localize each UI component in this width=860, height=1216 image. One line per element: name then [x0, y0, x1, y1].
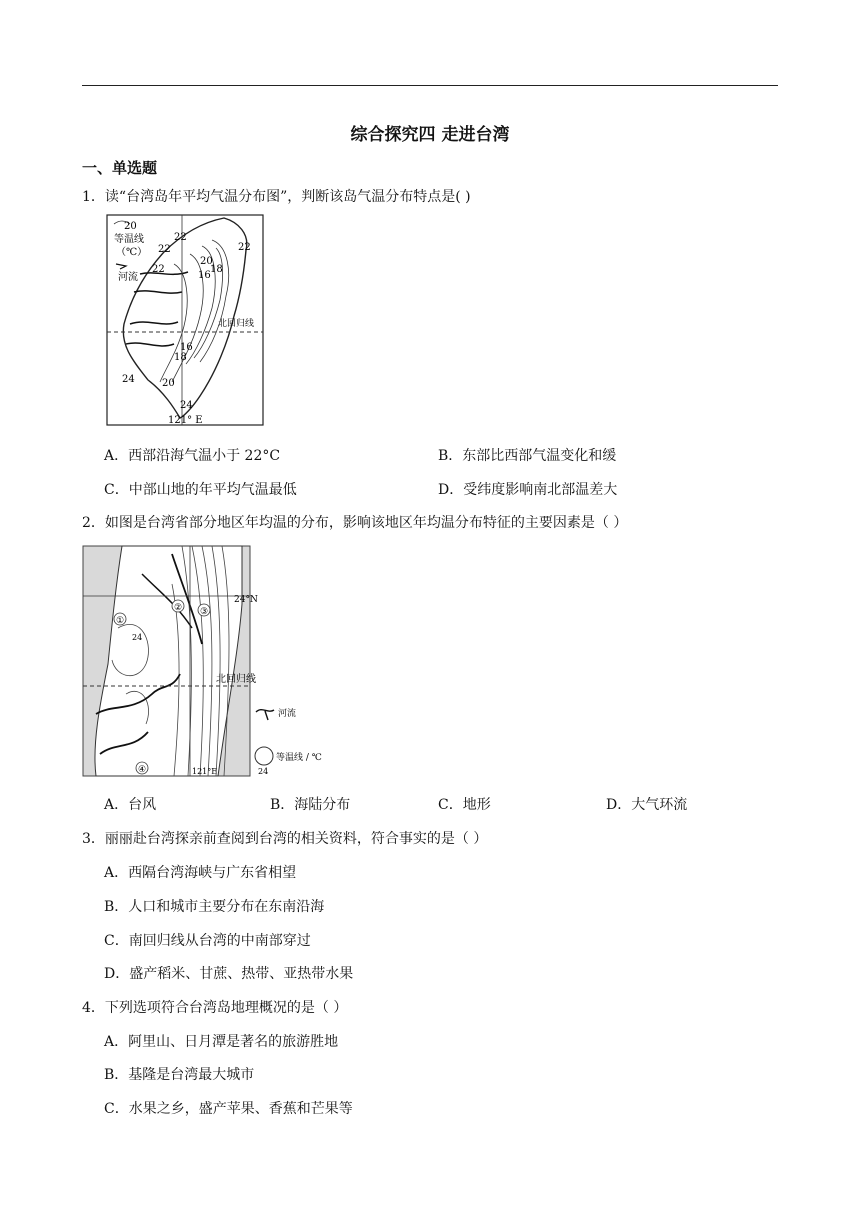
legend-isotherm: 等温线: [114, 234, 144, 245]
map-label: 20: [200, 256, 213, 267]
map-label: 22: [238, 242, 251, 253]
question-3-stem: 3．丽丽赴台湾探亲前查阅到台湾的相关资料，符合事实的是（ ）: [82, 831, 488, 847]
meridian-label: 121°E: [192, 767, 218, 776]
legend-isotherm-value: 20: [124, 221, 137, 232]
question-2-option-b[interactable]: B．海陆分布: [270, 797, 351, 813]
question-4-option-b[interactable]: B．基隆是台湾最大城市: [104, 1067, 255, 1083]
map-label: 22: [174, 232, 187, 243]
question-1-option-b[interactable]: B．东部比西部气温变化和缓: [438, 448, 617, 464]
legend-isotherm: 等温线 / ℃: [276, 753, 322, 763]
map-label: 22: [152, 264, 165, 275]
question-3-option-b[interactable]: B．人口和城市主要分布在东南沿海: [104, 899, 325, 915]
legend-isotherm-value: 24: [258, 767, 269, 776]
question-1-option-c[interactable]: C．中部山地的年平均气温最低: [104, 482, 297, 498]
marker-3: ③: [200, 607, 209, 617]
question-3-option-d[interactable]: D．盛产稻米、甘蔗、热带、亚热带水果: [104, 966, 354, 982]
map-label: 24: [180, 400, 193, 411]
question-4-stem: 4．下列选项符合台湾岛地理概况的是（ ）: [82, 1000, 348, 1016]
legend-river: 河流: [118, 272, 138, 283]
map-taiwan-temperature: [104, 212, 266, 428]
section-heading: 一、单选题: [82, 159, 158, 177]
question-1-stem: 1．读“台湾岛年平均气温分布图”，判断该岛气温分布特点是( ): [82, 189, 471, 205]
map-label: 20: [162, 378, 175, 389]
question-1-option-a[interactable]: A．西部沿海气温小于 22°C: [104, 448, 281, 464]
question-1-option-d[interactable]: D．受纬度影响南北部温差大: [438, 482, 618, 498]
meridian-label: 121° E: [168, 415, 203, 426]
tropic-label: 北回归线: [218, 319, 255, 329]
map-label: 16: [198, 270, 211, 281]
map-label: 24: [122, 374, 135, 385]
latitude-label: 24°N: [234, 595, 258, 605]
marker-2: ②: [174, 603, 183, 613]
question-3-option-c[interactable]: C．南回归线从台湾的中南部穿过: [104, 933, 311, 949]
tropic-label: 北回归线: [216, 674, 256, 685]
map-label: 18: [210, 264, 223, 275]
isotherm-value: 24: [132, 633, 143, 642]
question-4-option-a[interactable]: A．阿里山、日月潭是著名的旅游胜地: [104, 1034, 339, 1050]
question-2-stem: 2．如图是台湾省部分地区年均温的分布，影响该地区年均温分布特征的主要因素是（ ）: [82, 515, 628, 531]
marker-1: ①: [116, 616, 125, 626]
map-label: 18: [174, 352, 187, 363]
question-2-option-d[interactable]: D．大气环流: [606, 797, 688, 813]
map-label: 16: [180, 342, 193, 353]
question-3-option-a[interactable]: A．西隔台湾海峡与广东省相望: [104, 865, 297, 881]
question-4-option-c[interactable]: C．水果之乡，盛产苹果、香蕉和芒果等: [104, 1101, 353, 1117]
question-2-option-a[interactable]: A．台风: [104, 797, 157, 813]
marker-4: ④: [138, 765, 147, 775]
legend-unit: （℃）: [116, 247, 148, 258]
legend-river: 河流: [278, 709, 297, 719]
map-taiwan-region: [82, 544, 322, 780]
question-2-option-c[interactable]: C．地形: [438, 797, 491, 813]
map-label: 22: [158, 244, 171, 255]
page-title: 综合探究四 走进台湾: [350, 125, 510, 145]
header-rule: [82, 85, 778, 86]
